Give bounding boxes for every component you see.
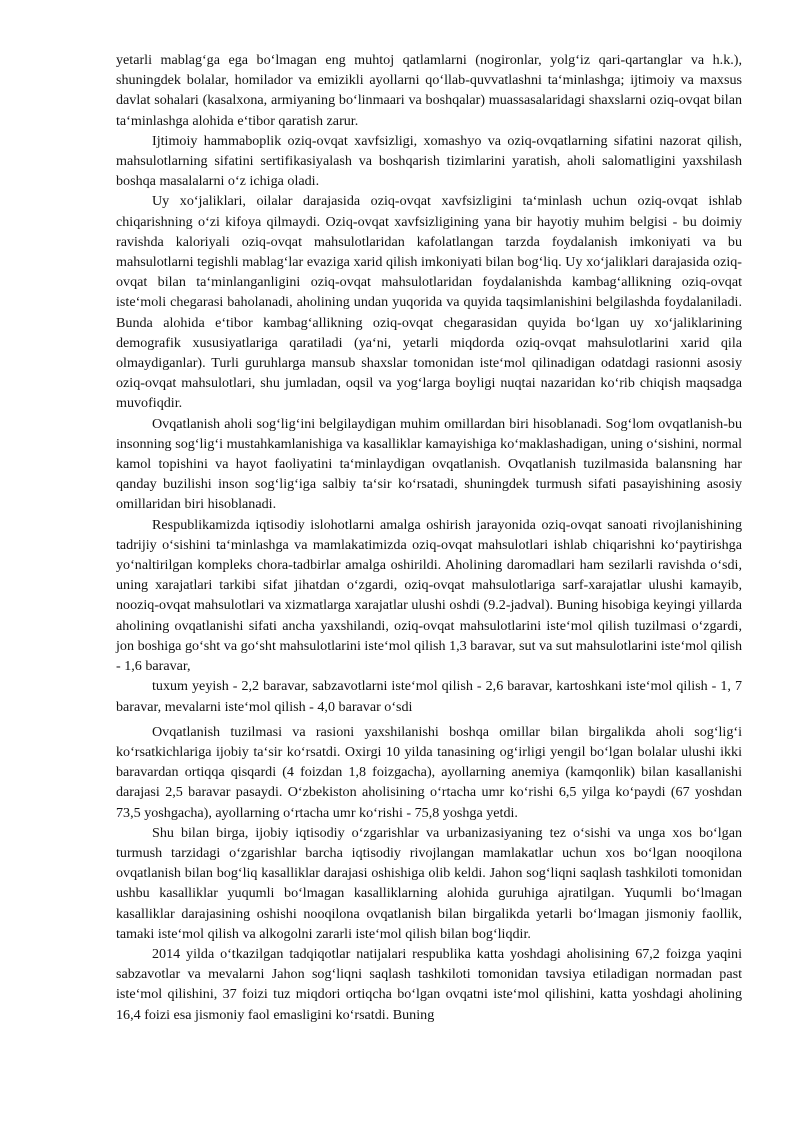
paragraph-research-2014: 2014 yilda oʻtkazilgan tadqiqotlar natijalari respublika katta yoshdagi aholisining 67,2 foizga yaqini sabzavotlar va mevalarni Jahon sogʻliqni saqlash tashkiloti tomonidan tavsiya etiladigan normadan past isteʻmol qilishini, 37 foizi tuz miqdori ortiqcha boʻlgan ovqatni isteʻmol qilishini, katta yoshdagi aholining 16,4 foizi esa jismoniy faol emasligini koʻrsatdi. Buning (116, 945, 742, 1023)
paragraph-health-indicators: Ovqatlanish tuzilmasi va rasioni yaxshilanishi boshqa omillar bilan birgalikda aholi sogʻligʻi koʻrsatkichlariga ijobiy taʻsir koʻrsatdi. Oxirgi 10 yilda tanasining ogʻirligi yengil boʻlgan bolalar ulushi ikki baravardan ortiqqa qisqardi (4 foizdan 1,8 foizgacha), ayollarning anemiya (kamqonlik) bilan kasallanishi darajasi 2,5 baravar pasaydi. Oʻzbekiston aholisining oʻrtacha umr koʻrishi 6,5 yilga koʻpaydi (67 yoshdan 73,5 yoshgacha), ayollarning oʻrtacha umr koʻrishi - 75,8 yoshga yetdi. (116, 723, 742, 821)
paragraph-nutrition-health: Ovqatlanish aholi sogʻligʻini belgilaydigan muhim omillardan biri hisoblanadi. Sogʻlom ovqatlanish-bu insonning sogʻligʻi mustahkamlanishiga va kasalliklar kamayishiga koʻmaklashadigan, uning oʻsishini, normal kamol topishini va hayot faoliyatini taʻminlaydigan ovqatlanish. Ovqatlanish tuzilmasida balansning har qanday buzilishi inson sogʻligʻiga salbiy taʻsir koʻrsatadi, shuningdek turmush sifati pasayishining asosiy omillaridan biri hisoblanadi. (116, 415, 742, 513)
paragraph-economic-reforms: Respublikamizda iqtisodiy islohotlarni amalga oshirish jarayonida oziq-ovqat sanoati rivojlanishining tadrijiy oʻsishini taʻminlashga va mamlakatimizda oziq-ovqat mahsulotlari ishlab chiqarishni koʻpaytirishga yoʻnaltirilgan kompleks chora-tadbirlar amalga oshirildi. Aholining daromadlari ham sezilarli ravishda oʻsdi, uning xarajatlari tarkibi sifat jihatdan oʻzgardi, oziq-ovqat mahsulotlariga sarf-xarajatlar ulushi kamayib, nooziq-ovqat mahsulotlari va xizmatlarga xarajatlar ulushi oshdi (9.2-jadval). Buning hisobiga keyingi yillarda aholining ovqatlanishi sifati ancha yaxshilandi, oziq-ovqat mahsulotlarini isteʻmol qilish tuzilmasi oʻzgardi, jon boshiga goʻsht va goʻsht mahsulotlarini isteʻmol qilish 1,3 baravar, sut va sut mahsulotlarini isteʻmol qilish - 1,6 baravar, (116, 516, 742, 675)
document-page (116, 50, 742, 1025)
paragraph-noncommunicable-diseases: Shu bilan birga, ijobiy iqtisodiy oʻzgarishlar va urbanizasiyaning tez oʻsishi va unga xos boʻlgan turmush tarzidagi oʻzgarishlar barcha iqtisodiy rivojlangan mamlakatlar uchun xos boʻlgan nooqilona ovqatlanish bilan bogʻliq kasalliklar darajasi oshishiga olib keldi. Jahon sogʻliqni saqlash tashkiloti tomonidan ushbu kasalliklar yuqumli boʻlmagan kasalliklarning alohida guruhiga ajratilgan. Yuqumli boʻlmagan kasalliklar darajasining oshishi nooqilona ovqatlanish bilan birgalikda yetarli boʻlmagan jismoniy faollik, tamaki isteʻmol qilish va alkogolni zararli isteʻmol qilish bilan bogʻliqdir. (116, 824, 742, 942)
paragraph-continued: yetarli mablagʻga ega boʻlmagan eng muhtoj qatlamlarni (nogironlar, yolgʻiz qari-qartanglar va h.k.), shuningdek bolalar, homilador va emizikli ayollarni qoʻllab-quvvatlashni taʻminlashga; ijtimoiy va maxsus davlat sohalari (kasalxona, armiyaning boʻlinmaari va boshqalar) muassasalaridagi shaxslarni oziq-ovqat bilan taʻminlashga alohida eʻtibor qaratish zarur. (116, 52, 742, 129)
paragraph-household-food-security: Uy xoʻjaliklari, oilalar darajasida oziq-ovqat xavfsizligini taʻminlash uchun oziq-ovqat ishlab chiqarishning oʻzi kifoya qilmaydi. Oziq-ovqat xavfsizligining yana bir hayotiy muhim belgisi - bu doimiy ravishda kaloriyali oziq-ovqat mahsulotlaridan kafolatlangan tarzda foydalanish imkoniyati va bu mahsulotlarni tegishli mablagʻlar evaziga xarid qilish imkoniyati bilan bogʻliq. Uy xoʻjaliklari darajasida oziq-ovqat bilan taʻminlanganligini oziq-ovqat mahsulotlaridan foydalanishda kambagʻallikning oziq-ovqat isteʻmoli chegarasi baholanadi, aholining undan yuqorida va quyida taqsimlanishini belgilashda foydalaniladi. Bunda alohida eʻtibor kambagʻallikning oziq-ovqat chegarasidan quyida boʻlgan uy xoʻjaliklarining demografik xususiyatlariga qaratiladi (yaʻni, yetarli miqdorda oziq-ovqat mahsulotlarini xarid qila olmaydiganlar). Turli guruhlarga mansub shaxslar tomonidan isteʻmol qilinadigan odatdagi rasionni asosiy oziq-ovqat mahsulotlari, shu jumladan, oqsil va yogʻlarga boyligi nuqtai nazaridan koʻrib chiqish maqsadga muvofiqdir. (116, 193, 742, 412)
paragraph-consumption-growth: tuxum yeyish - 2,2 baravar, sabzavotlarni isteʻmol qilish - 2,6 baravar, kartoshkani isteʻmol qilish - 1, 7 baravar, mevalarni isteʻmol qilish - 4,0 baravar oʻsdi (116, 678, 742, 715)
paragraph-social-accessibility: Ijtimoiy hammaboplik oziq-ovqat xavfsizligi, xomashyo va oziq-ovqatlarning sifatini nazorat qilish, mahsulotlarning sifatini sertifikasiyalash va boshqarish tizimlarini yaratish, aholi salomatligini yaxshilash boshqa masalalarni oʻz ichiga oladi. (116, 132, 742, 190)
